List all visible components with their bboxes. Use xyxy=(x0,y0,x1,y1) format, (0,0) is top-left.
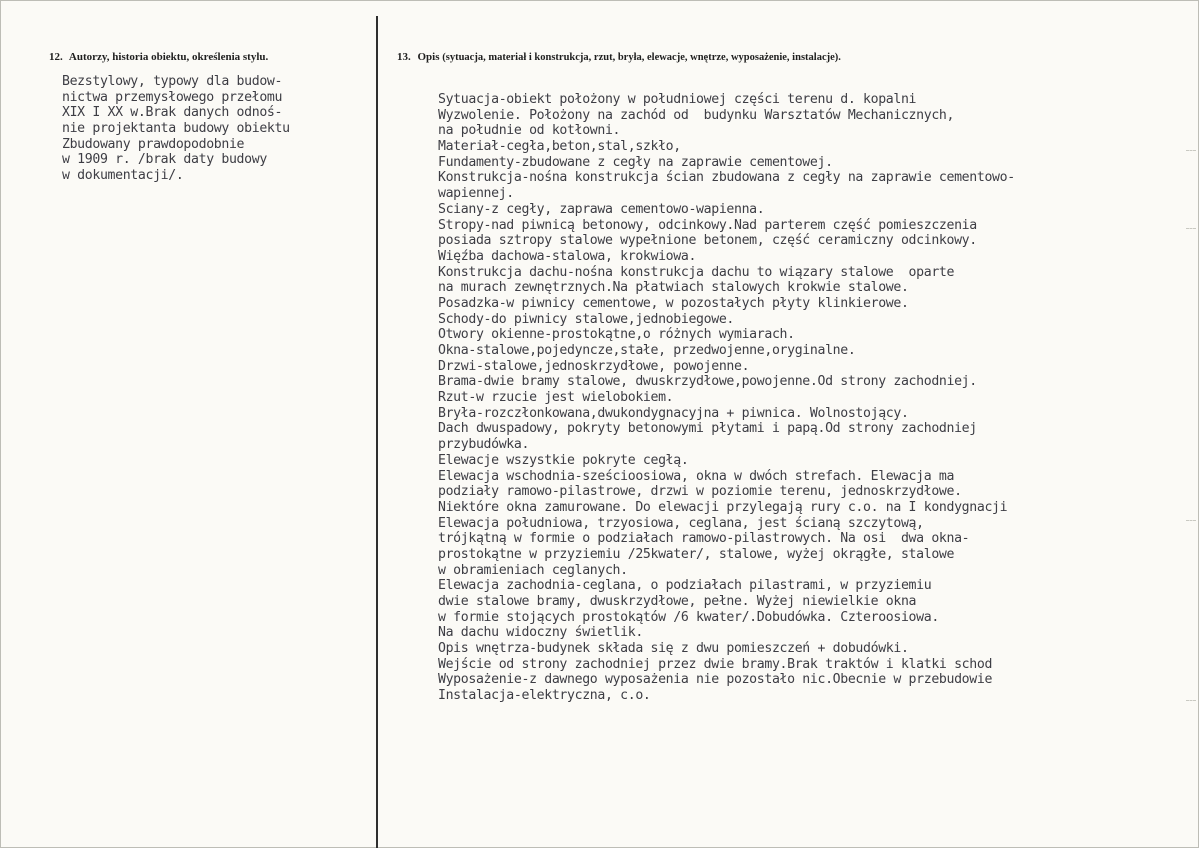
section-13-line: Elewacja zachodnia-ceglana, o podziałach pilastrami, w przyziemiu xyxy=(438,578,932,594)
section-13-line: Otwory okienne-prostokątne,o różnych wymiarach. xyxy=(438,327,795,343)
section-13-line: Konstrukcja dachu-nośna konstrukcja dachu to wiązary stalowe oparte xyxy=(438,264,955,280)
section-12-header xyxy=(49,51,268,63)
section-13-line: podziały ramowo-pilastrowe, drzwi w poziomie terenu, jednoskrzydłowe. xyxy=(438,484,962,500)
section-12-title: Autorzy, historia obiektu, określenia stylu. xyxy=(68,51,269,63)
column-divider xyxy=(376,16,378,848)
edge-mark xyxy=(1186,150,1196,154)
section-13-line: Elewacja południowa, trzyosiowa, ceglana, jest ścianą szczytową, xyxy=(438,515,924,531)
section-12-line: XIX I XX w.Brak danych odnoś- xyxy=(62,105,283,121)
section-13-line: w obramieniach ceglanych. xyxy=(438,562,628,578)
section-13-line: Brama-dwie bramy stalowe, dwuskrzydłowe,powojenne.Od strony zachodniej. xyxy=(438,374,977,390)
section-13-subtitle: (sytuacja, materiał i konstrukcja, rzut, bryła, elewacje, wnętrze, wyposażenie, instalacje). xyxy=(442,52,841,63)
section-12-line: nictwa przemysłowego przełomu xyxy=(62,89,283,105)
section-13-line: Wyzwolenie. Położony na zachód od budynku Warsztatów Mechanicznych, xyxy=(438,107,955,123)
section-13-line: Posadzka-w piwnicy cementowe, w pozostałych płyty klinkierowe. xyxy=(438,295,909,311)
section-13-line: dwie stalowe bramy, dwuskrzydłowe, pełne. Wyżej niewielkie okna xyxy=(438,594,917,609)
section-13-line: Stropy-nad piwnicą betonowy, odcinkowy.Nad parterem część pomieszczenia xyxy=(438,217,977,233)
section-13-line: Konstrukcja-nośna konstrukcja ścian zbudowana z cegły na zaprawie cementowo- xyxy=(438,170,1015,186)
section-13-line: Więźba dachowa-stalowa, krokwiowa. xyxy=(438,248,697,264)
section-13-header xyxy=(397,51,841,63)
section-12-line: w 1909 r. /brak daty budowy xyxy=(62,152,267,168)
section-13-line: Fundamenty-zbudowane z cegły na zaprawie cementowej. xyxy=(438,154,833,170)
section-13-line: Opis wnętrza-budynek składa się z dwu pomieszczeń + dobudówki. xyxy=(438,641,909,657)
section-12-typed-text xyxy=(62,74,290,184)
section-13-line: wapiennej. xyxy=(438,186,514,202)
section-13-line: Elewacja wschodnia-sześcioosiowa, okna w dwóch strefach. Elewacja ma xyxy=(438,468,955,484)
section-13-line: na południe od kotłowni. xyxy=(438,123,621,139)
section-12-line: Zbudowany prawdopodobnie xyxy=(62,136,245,152)
section-13-line: Drzwi-stalowe,jednoskrzydłowe, powojenne. xyxy=(438,358,750,374)
section-13-line: Sytuacja-obiekt położony w południowej części terenu d. kopalni xyxy=(438,92,917,107)
section-12-line: w dokumentacji/. xyxy=(62,168,184,184)
edge-mark xyxy=(1186,700,1196,704)
section-13-title: Opis xyxy=(417,51,440,63)
section-13-line: Na dachu widoczny świetlik. xyxy=(438,625,643,641)
section-12-number: 12. xyxy=(49,51,63,63)
section-13-line: Materiał-cegła,beton,stal,szkło, xyxy=(438,139,681,155)
section-13-line: Niektóre okna zamurowane. Do elewacji przylegają rury c.o. na I kondygnacji xyxy=(438,499,1008,515)
section-13-line: Instalacja-elektryczna, c.o. xyxy=(438,688,651,704)
section-13-line: Elewacje wszystkie pokryte cegłą. xyxy=(438,452,689,468)
section-13-line: Wyposażenie-z dawnego wyposażenia nie pozostało nic.Obecnie w przebudowie xyxy=(438,672,993,688)
section-13-line: przybudówka. xyxy=(438,437,530,453)
section-13-line: Sciany-z cegły, zaprawa cementowo-wapienna. xyxy=(438,201,765,217)
edge-mark xyxy=(1186,228,1196,232)
section-13-line: prostokątne w przyziemiu /25kwater/, stalowe, wyżej okrągłe, stalowe xyxy=(438,546,955,562)
section-13-line: trójkątną w formie o podziałach ramowo-pilastrowych. Na osi dwa okna- xyxy=(438,531,970,547)
section-13-number: 13. xyxy=(397,51,411,63)
section-12-line: nie projektanta budowy obiektu xyxy=(62,121,290,137)
edge-mark xyxy=(1186,520,1196,524)
section-13-line: Schody-do piwnicy stalowe,jednobiegowe. xyxy=(438,311,734,327)
section-13-typed-text xyxy=(438,92,1015,704)
section-13-line: na murach zewnętrznych.Na płatwiach stalowych krokwie stalowe. xyxy=(438,280,909,296)
section-13-line: posiada sztropy stalowe wypełnione betonem, część ceramiczny odcinkowy. xyxy=(438,233,977,249)
section-13-line: Dach dwuspadowy, pokryty betonowymi płytami i papą.Od strony zachodniej xyxy=(438,421,977,437)
section-12-line: Bezstylowy, typowy dla budow- xyxy=(62,74,283,89)
section-13-line: w formie stojących prostokątów /6 kwater/.Dobudówka. Czteroosiowa. xyxy=(438,609,939,625)
section-13-line: Wejście od strony zachodniej przez dwie bramy.Brak traktów i klatki schod xyxy=(438,656,993,672)
section-13-line: Rzut-w rzucie jest wielobokiem. xyxy=(438,390,674,406)
section-13-line: Bryła-rozczłonkowana,dwukondygnacyjna + piwnica. Wolnostojący. xyxy=(438,405,909,421)
section-13-line: Okna-stalowe,pojedyncze,stałe, przedwojenne,oryginalne. xyxy=(438,343,856,358)
